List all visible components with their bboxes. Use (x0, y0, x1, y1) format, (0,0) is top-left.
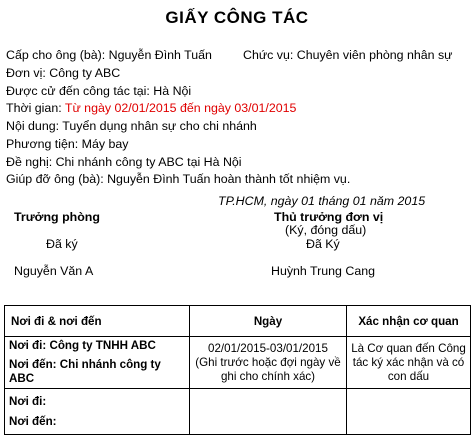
transport-line: Phương tiện: Máy bay (6, 137, 129, 151)
left-signer-name: Nguyễn Văn A (14, 264, 94, 278)
table-row (5, 389, 471, 435)
date-note-1: (Ghi trước hoặc đợi ngày về (195, 355, 341, 369)
date-cell-2 (190, 389, 347, 435)
right-signed-status: Đã Ký (306, 237, 340, 251)
time-label: Thời gian: (6, 101, 65, 115)
date-line: TP.HCM, ngày 01 tháng 01 năm 2015 (218, 194, 426, 208)
route-from: Nơi đi: Công ty TNHH ABC (9, 339, 156, 352)
confirm-line-2: tác ký xác nhận và có (352, 355, 465, 369)
position-line: Chức vụ: Chuyên viên phòng nhân sự (243, 48, 453, 62)
right-signer-title: Thủ trưởng đơn vị (274, 210, 384, 224)
date-range: 02/01/2015-03/01/2015 (208, 341, 328, 355)
confirmation-cell-2 (347, 389, 471, 435)
confirmation-cell (347, 337, 471, 389)
date-note-2: ghi cho chính xác) (220, 369, 316, 383)
table-header-row (5, 306, 471, 337)
header-date: Ngày (190, 306, 347, 337)
right-signer-note: (Ký, đóng dấu) (285, 223, 367, 237)
unit-line: Đơn vị: Công ty ABC (6, 66, 121, 80)
route-cell-2 (5, 389, 190, 435)
left-signer-title: Trưởng phòng (14, 210, 100, 224)
travel-table (4, 305, 471, 435)
document-title: GIẤY CÔNG TÁC (165, 8, 309, 27)
confirm-line-3: con dấu (387, 369, 430, 383)
header-confirmation: Xác nhận cơ quan (347, 306, 471, 337)
route-to: Nơi đến: Chi nhánh công ty ABC (9, 358, 161, 385)
time-line (6, 101, 296, 116)
route-from-2: Nơi đi: (9, 394, 47, 408)
content-line: Nội dung: Tuyển dụng nhân sự cho chi nhánh (6, 119, 257, 133)
header-route: Nơi đi & nơi đến (5, 306, 190, 337)
table-row (5, 337, 471, 389)
route-to-2: Nơi đến: (9, 414, 57, 428)
right-signer-name: Huỳnh Trung Cang (271, 264, 376, 278)
request-line: Đề nghị: Chi nhánh công ty ABC tại Hà Nội (6, 155, 242, 169)
confirm-line-1: Là Cơ quan đến Công (351, 341, 466, 355)
date-cell (190, 337, 347, 389)
assist-line: Giúp đỡ ông (bà): Nguyễn Đình Tuấn hoàn thành tốt nhiệm vụ. (6, 172, 351, 186)
left-signed-status: Đã ký (46, 237, 78, 251)
issued-to-line: Cấp cho ông (bà): Nguyễn Đình Tuấn (6, 48, 212, 62)
route-cell (5, 337, 190, 389)
time-value: Từ ngày 02/01/2015 đến ngày 03/01/2015 (64, 101, 297, 115)
destination-line: Được cử đến công tác tại: Hà Nội (6, 84, 192, 98)
